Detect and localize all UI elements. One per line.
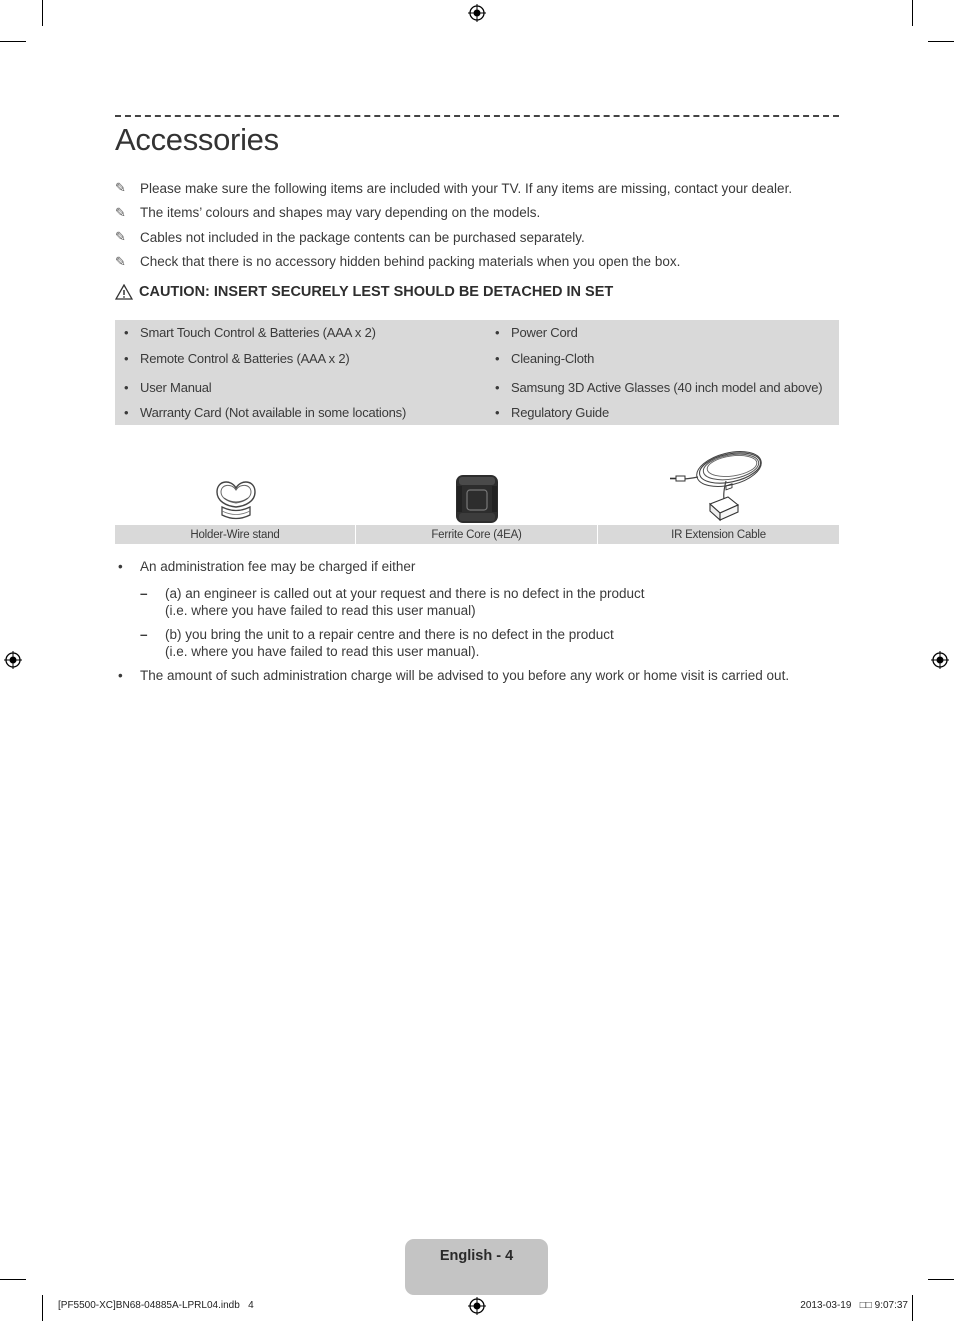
crop-mark: [42, 0, 43, 26]
accessories-table: • Smart Touch Control & Batteries (AAA x 2) • Remote Control & Batteries (AAA x 2) • User Manual • Warranty Card (Not available in some locations) • Power Cord • Cleaning-Cloth • Samsung 3D Active Glasses (40 inch model and above) • Regulatory Guide: [115, 320, 839, 425]
caution-notice: CAUTION: INSERT SECURELY LEST SHOULD BE DETACHED IN SET: [115, 284, 613, 300]
note-item: ✎ Cables not included in the package contents can be purchased separately.: [115, 229, 585, 245]
caption-ir-extension-cable: IR Extension Cable: [598, 525, 839, 544]
caption-holder-wire-stand: Holder-Wire stand: [115, 525, 355, 544]
note-item: ✎ The items’ colours and shapes may vary depending on the models.: [115, 204, 541, 221]
notes-list: [115, 176, 855, 274]
pencil-note-icon: ✎: [115, 180, 126, 196]
footer-timestamp: 2013-03-19 □□ 9:07:37: [800, 1300, 908, 1311]
page-label: English - 4: [439, 1248, 514, 1264]
section-divider: [115, 115, 839, 117]
pencil-note-icon: ✎: [115, 229, 126, 245]
crop-mark: [912, 0, 913, 26]
page-title: Accessories: [115, 122, 279, 157]
crop-mark: [928, 41, 954, 42]
caption-ferrite-core: Ferrite Core (4EA): [356, 525, 597, 544]
registration-mark-icon: [4, 651, 22, 669]
ir-extension-cable-icon: [668, 440, 768, 524]
pencil-note-icon: ✎: [115, 253, 126, 269]
crop-mark: [928, 1279, 954, 1280]
pencil-note-icon: ✎: [115, 204, 126, 220]
crop-mark: [0, 1279, 26, 1280]
registration-mark-icon: [931, 651, 949, 669]
page-number-tab: [405, 1239, 548, 1295]
crop-mark: [0, 41, 26, 42]
note-item: ✎ Check that there is no accessory hidden behind packing materials when you open the box.: [115, 253, 681, 270]
registration-mark-icon: [468, 4, 486, 22]
crop-mark: [42, 1295, 43, 1321]
footer-file-info: [PF5500-XC]BN68-04885A-LPRL04.indb 4: [58, 1300, 254, 1311]
pictured-items-captions: [115, 525, 839, 544]
warning-triangle-icon: [115, 284, 133, 300]
crop-mark: [912, 1295, 913, 1321]
note-item: ✎ Please make sure the following items are included with your TV. If any items are missing, contact your dealer.: [115, 180, 793, 196]
registration-mark-icon: [468, 1297, 486, 1315]
